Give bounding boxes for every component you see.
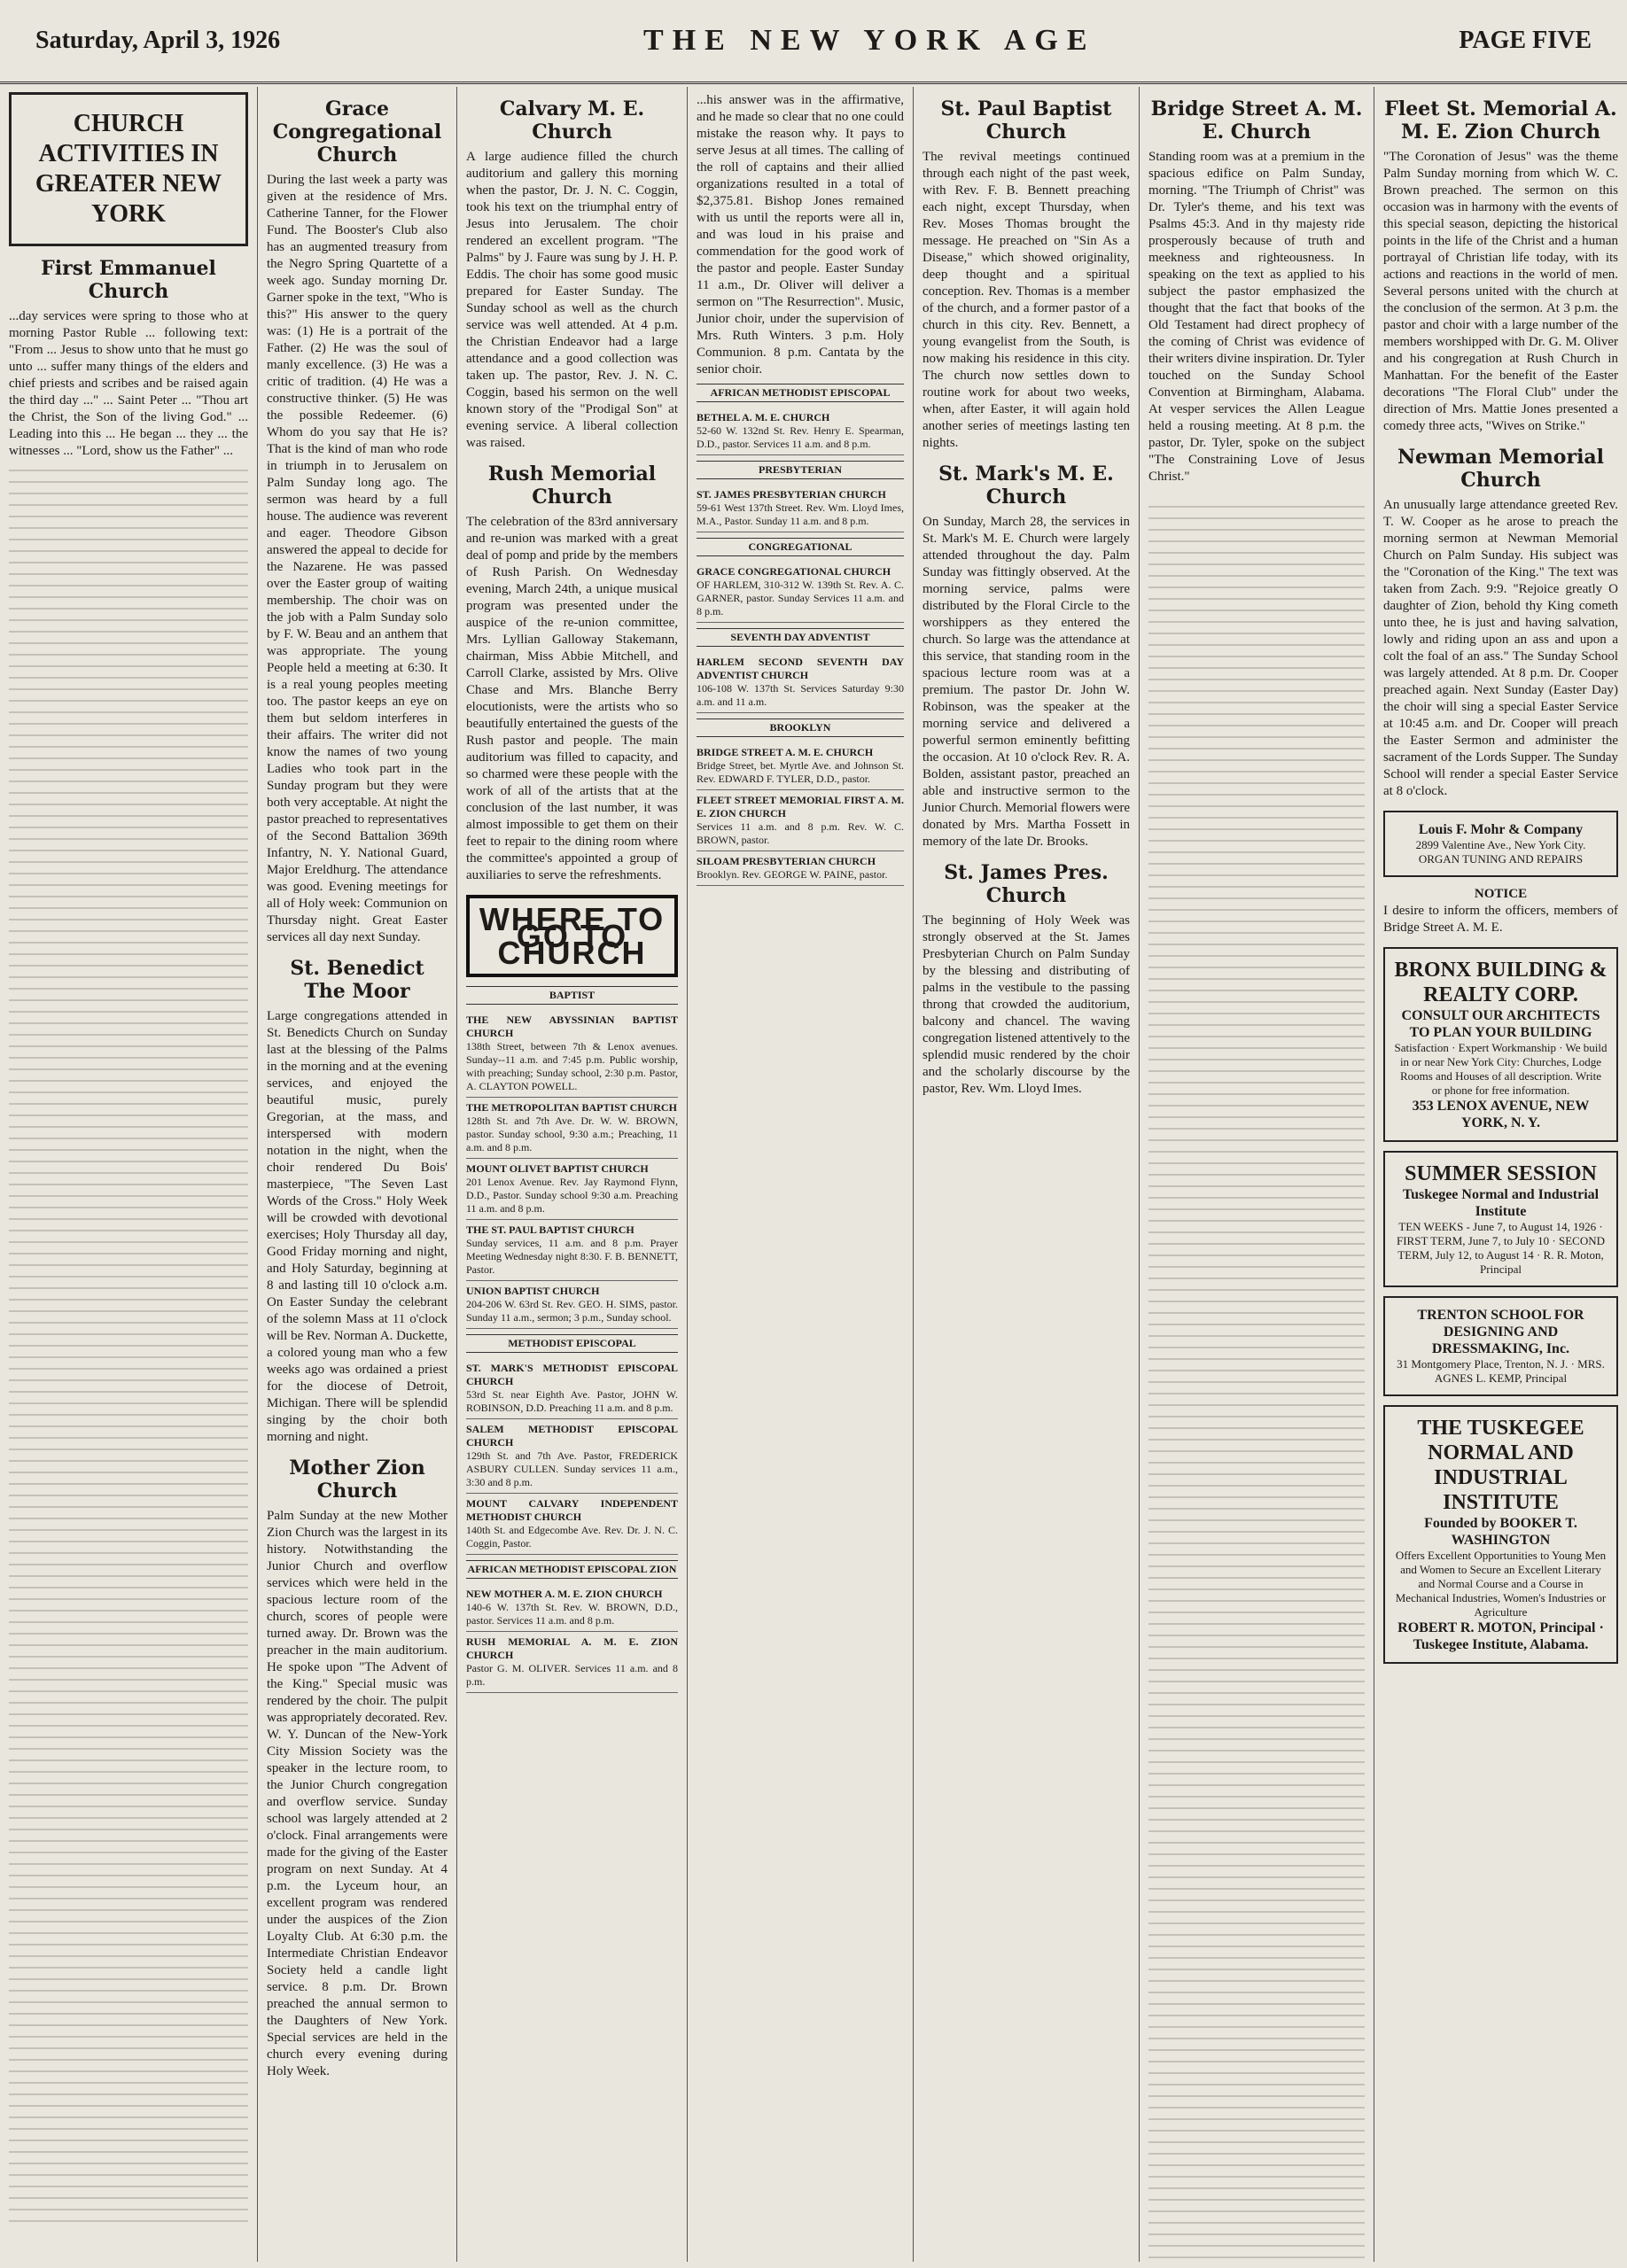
directory-listing	[697, 562, 904, 623]
article-st-james	[922, 861, 1130, 1098]
masthead-date: Saturday, April 3, 1926	[35, 27, 281, 54]
listing-text: 52-60 W. 132nd St. Rev. Henry E. Spearman, D.D., pastor. Services 11 a.m. and 8 p.m.	[697, 424, 904, 450]
listing-name: ST. MARK'S METHODIST EPISCOPAL CHURCH	[466, 1362, 678, 1387]
directory-category: AFRICAN METHODIST EPISCOPAL	[697, 384, 904, 402]
directory-listing	[466, 1159, 678, 1220]
directory-listing	[466, 1584, 678, 1632]
listing-text: 106-108 W. 137th St. Services Saturday 9:30 a.m. and 11 a.m.	[697, 682, 904, 708]
ad-summer-title: SUMMER SESSION	[1405, 1162, 1597, 1185]
article-st-paul	[922, 97, 1130, 452]
column-6	[1139, 87, 1374, 2262]
column-3	[456, 87, 687, 2262]
listing-text: 59-61 West 137th Street. Rev. Wm. Lloyd Imes, M.A., Pastor. Sunday 11 a.m. and 8 p.m.	[697, 501, 904, 527]
article-st-benedict	[267, 957, 448, 1446]
listing-name: THE ST. PAUL BAPTIST CHURCH	[466, 1223, 634, 1236]
article-title-st-benedict: St. Benedict The Moor	[290, 957, 424, 1003]
listing-text: 129th St. and 7th Ave. Pastor, FREDERICK ASBURY CULLEN. Sunday services 11 a.m., 3:30 and 8 p.m.	[466, 1449, 678, 1488]
ad-tuskegee-title: THE TUSKEGEE NORMAL AND INDUSTRIAL INSTITUTE	[1417, 1417, 1584, 1514]
listing-name: FLEET STREET MEMORIAL FIRST A. M. E. ZION CHURCH	[697, 794, 904, 819]
notice-body: I desire to inform the officers, members of Bridge Street A. M. E.	[1383, 904, 1618, 935]
directory-listing	[697, 485, 904, 532]
article-body-st-paul: The revival meetings continued through each night of the past week, with Rev. F. B. Bennett preaching each night, except Thursday, when Rev. Moses Thomas brought the message. He preached on "Sin As a Disease," which showed originality, deep thought and a spiritual conception. Rev. Thomas is a member of the church, and a former pastor of a church in this city. Rev. Bennett, a young evangelist from the South, is now making his residence in this city. The church now settles down to routine work for about two weeks, when, after Easter, it will again hold another series of meetings lasting ten nights.	[922, 150, 1130, 450]
directory-listing	[697, 408, 904, 455]
listing-text: 138th Street, between 7th & Lenox avenues. Sunday--11 a.m. and 7:45 p.m. Public worship, with preaching; Sunday school, 2:30 p.m. Pastor, A. CLAYTON POWELL.	[466, 1040, 678, 1092]
listing-name: BRIDGE STREET A. M. E. CHURCH	[697, 746, 874, 758]
article-title-grace: Grace Congregational Church	[272, 97, 442, 167]
masthead-paper-name: THE NEW YORK AGE	[643, 24, 1096, 57]
listing-text: 204-206 W. 63rd St. Rev. GEO. H. SIMS, pastor. Sunday 11 a.m., sermon; 3 p.m., Sunday school.	[466, 1298, 678, 1324]
article-title-fleet-street: Fleet St. Memorial A. M. E. Zion Church	[1384, 97, 1617, 144]
ad-mohr-text: 2899 Valentine Ave., New York City. ORGAN TUNING AND REPAIRS	[1415, 838, 1586, 866]
article-title-bridge-street: Bridge Street A. M. E. Church	[1150, 97, 1363, 144]
column-4	[687, 87, 913, 2262]
article-body-st-james: The beginning of Holy Week was strongly observed at the St. James Presbyterian Church on Palm Sunday by the blessing and distributing of palms in the vestibule to the passing throng that crowded the auditorium, balcony and chancel. The waving congregation listened attentively to the splendid music rendered by the choir and the scholarly discourse by the pastor, Rev. Wm. Lloyd Imes.	[922, 913, 1130, 1096]
directory-listing	[697, 742, 904, 790]
article-fleet-street	[1383, 97, 1618, 435]
article-title-st-paul: St. Paul Baptist Church	[940, 97, 1112, 144]
article-bridge-street	[1148, 97, 1365, 485]
article-body-st-marks: On Sunday, March 28, the services in St. Mark's M. E. Church were largely attended throughout the day. Palm Sunday was fittingly observed. At the morning service, palms were distributed by the Floral Circle to the worshippers as they entered the church. So large was the attendance at this service, that standing room in the spacious lecture room was at a premium. The pastor Dr. John W. Robinson, was the speaker at the morning service and delivered a powerful sermon eminently befitting the occasion. At 10 o'clock Rev. R. A. Bolden, assistant pastor, preached an able and instructive sermon to the Junior Church. Memorial flowers were donated by Mrs. Martha Fossett in memory of the late Dr. Brooks.	[922, 515, 1130, 849]
directory-listing	[466, 1010, 678, 1098]
ad-bronx-address: 353 LENOX AVENUE, NEW YORK, N. Y.	[1412, 1099, 1590, 1130]
directory-listing	[466, 1419, 678, 1494]
directory-listing	[466, 1098, 678, 1159]
article-title-calvary: Calvary M. E. Church	[499, 97, 645, 144]
section-title: CHURCH ACTIVITIES IN GREATER NEW YORK	[9, 92, 248, 246]
column-texture	[9, 460, 248, 2232]
article-body-newman: An unusually large attendance greeted Rev. T. W. Cooper as he arose to preach the morning sermon at Newman Memorial Church on Palm Sunday. His subject was the "Coronation of the King." The text was taken from Zach. 9:9. "Rejoice greatly O daughter of Zion, behold thy King cometh unto thee, he is just and having salvation, lowly and riding upon an ass and upon a colt the foal of an ass." The Sunday School was largely attended. At 8 p.m. Dr. Cooper preached again. Next Sunday (Easter Day) the choir will sing a special Easter Service at 10:45 a.m. and Dr. Cooper will preach the Easter Sermon and administer the sacrament of the Lords Supper. The Sunday School will render a special Easter Service at 8 o'clock.	[1383, 498, 1618, 798]
listing-text: 201 Lenox Avenue. Rev. Jay Raymond Flynn, D.D., Pastor. Sunday school 9:30 a.m. Preaching 11 a.m. and 8 p.m.	[466, 1176, 678, 1215]
article-body-first-emmanuel: ...day services were spring to those who at morning Pastor Ruble ... following text: "From ... Jesus to show unto that he must go unto ... suffer many things of the elders and chief priests and scribes and be raised again the third day ..." ... Saint Peter ... "Thou art the Christ, the Son of the living God." ... Leading into this ... He began ... they ... the witnesses ... "Lord, show us the Father" ...	[9, 309, 248, 458]
directory-listing	[697, 652, 904, 713]
ad-bronx	[1383, 947, 1618, 1142]
ad-bronx-sub: CONSULT OUR ARCHITECTS TO PLAN YOUR BUILDING	[1401, 1008, 1600, 1040]
listing-name: SILOAM PRESBYTERIAN CHURCH	[697, 855, 876, 867]
article-body-continued: ...his answer was in the affirmative, and he made so clear that no one could mistake the reason why. It pays to serve Jesus at all times. The calling of the roll of captains and their allied organizations resulted in a total of $2,375.81. Bishop Jones remained with us until the reports were all in, and was loud in his praise and commendation for the good work of the pastor and people. Easter Sunday 11 a.m., Dr. Oliver will deliver a sermon on "The Resurrection". Music, Junior choir, under the supervision of Mrs. Ruth Winters. 3 p.m. Holy Communion. 8 p.m. Cantata by the senior choir.	[697, 93, 904, 377]
listing-text: 128th St. and 7th Ave. Dr. W. W. BROWN, pastor. Sunday school, 9:30 a.m.; Preaching, 11 a.m. and 8 p.m.	[466, 1115, 678, 1153]
directory-category: AFRICAN METHODIST EPISCOPAL ZION	[466, 1560, 678, 1579]
directory-category: CONGREGATIONAL	[697, 538, 904, 556]
article-body-fleet-street: "The Coronation of Jesus" was the theme Palm Sunday morning from which W. C. Brown preached. The sermon on this occasion was in harmony with the events of this special season, depicting the historical points in the life of the Christ and a human portrayal of Christian life today, with its actions and reactions in the world of men. Several persons united with the church at the conclusion of the sermon. At 3 p.m. the pastor and choir with a large number of the members worshipped with Dr. G. M. Oliver and his congregation at Rush Church in Manhattan. For the benefit of the Easter decorations "The Floral Club" under the direction of Mrs. Mattie Jones presented a comedy three acts, "Wives on Strike."	[1383, 150, 1618, 433]
listing-text: 53rd St. near Eighth Ave. Pastor, JOHN W. ROBINSON, D.D. Preaching 11 a.m. and 8 p.m.	[466, 1388, 678, 1414]
directory-listing	[466, 1281, 678, 1329]
article-title-first-emmanuel: First Emmanuel Church	[41, 257, 216, 303]
article-title-mother-zion: Mother Zion Church	[289, 1456, 425, 1503]
article-body-mother-zion: Palm Sunday at the new Mother Zion Church was the largest in its history. Notwithstanding the Junior Church and overflow services which were held in the spacious lecture room of the church, scores of people were turned away. Dr. Brown was the preacher in the main auditorium. He spoke upon "The Advent of the King." Special music was rendered by the choir. The pulpit was appropriately decorated. Rev. W. Y. Duncan of the New-York City Mission Society was the speaker in the lecture room, to the Junior Church congregation and overflow service. Sunday school was largely attended at 2 o'clock. Final arrangements were made for the giving of the Easter program on next Sunday. At 4 p.m. the Lyceum hour, an excellent program was rendered under the auspices of the Zion Loyalty Club. At 6:30 p.m. the Intermediate Christian Endeavor Society held a candle light service. 8 p.m. Dr. Brown preached the annual sermon to the Daughters of New York. Special services are held in the church every evening during Holy Week.	[267, 1509, 448, 2078]
directory-category: BROOKLYN	[697, 718, 904, 737]
ad-tuskegee	[1383, 1405, 1618, 1664]
column-7	[1374, 87, 1627, 2262]
article-grace	[267, 97, 448, 946]
listing-text: OF HARLEM, 310-312 W. 139th St. Rev. A. C. GARNER, pastor. Sunday Services 11 a.m. and 8 p.m.	[697, 579, 904, 617]
notice	[1383, 886, 1618, 936]
church-directory-left	[466, 986, 678, 1693]
listing-text: 140-6 W. 137th St. Rev. W. BROWN, D.D., pastor. Services 11 a.m. and 8 p.m.	[466, 1601, 678, 1627]
article-rush	[466, 462, 678, 884]
listing-text: Sunday services, 11 a.m. and 8 p.m. Prayer Meeting Wednesday night 8:30. F. B. BENNETT, Pastor.	[466, 1237, 678, 1276]
directory-listing	[697, 790, 904, 851]
article-body-bridge-street: Standing room was at a premium in the spacious edifice on Palm Sunday, morning. "The Triumph of Christ" was Dr. Tyler's theme, and his text was Psalms 45:3. And in thy majesty ride prosperously because of truth and meekness and righteousness. In speaking on the text as applied to his subject the pastor emphasized the thought that the fact that books of the Old Testament had direct prophecy of the coming of Christ was evidence of their writers divine inspiration. Dr. Tyler touched on the Sunday School Convention at Birmingham, Alabama. At vesper services the Allen League held a rousing meeting. At 8 p.m. the pastor, Dr. Tyler, spoke on the subject "The Constraining Love of Jesus Christ."	[1148, 150, 1365, 484]
column-5	[913, 87, 1139, 2262]
listing-name: THE METROPOLITAN BAPTIST CHURCH	[466, 1101, 677, 1114]
ad-mohr-title: Louis F. Mohr & Company	[1418, 822, 1584, 837]
article-body-calvary: A large audience filled the church auditorium and gallery this morning when the pastor, Dr. J. N. C. Coggin, took his text on the triumphal entry of Jesus into Jerusalem. The choir rendered an excellent program. "The Palms" by J. Faure was sung by J. H. P. Eddis. The choir has some good music prepared for Easter Sunday. The Sunday school as well as the church service was well attended. At 4 p.m. the Christian Endeavor had a large attendance and a good collection was taken up. The pastor, Rev. J. N. C. Coggin, based his sermon on the well known story of the "Prodigal Son" at evening service. A liberal collection was raised.	[466, 150, 678, 450]
directory-listing	[466, 1220, 678, 1281]
article-title-st-marks: St. Mark's M. E. Church	[938, 462, 1114, 509]
article-body-st-benedict: Large congregations attended in St. Benedicts Church on Sunday last at the blessing of the Palms in the morning and at the evening services, and enjoyed the beautiful music, purely Gregorian, at the mass, and interspersed with modern notation in the night, when the choir rendered Du Bois' masterpiece, "The Seven Last Words of the Cross." Holy Week will be crowded with devotional exercises; Holy Thursday all day, Good Friday morning and night, and Holy Saturday, beginning at 8 and lasting till 10 o'clock a.m. On Easter Sunday the celebrant of the solemn Mass at 11 o'clock will be Rev. Norman A. Duckette, a colored young man who a few weeks ago was ordained a priest for the diocese of Detroit, Michigan. There will be splendid singing by the choir both morning and night.	[267, 1009, 448, 1444]
ad-tuskegee-text: Offers Excellent Opportunities to Young Men and Women to Secure an Excellent Literary and Normal Course and a Course in Mechanical Industries, Women's Industries or Agriculture	[1395, 1549, 1607, 1619]
directory-listing	[466, 1632, 678, 1693]
listing-text: Pastor G. M. OLIVER. Services 11 a.m. and 8 p.m.	[466, 1662, 678, 1688]
ad-trenton-title: TRENTON SCHOOL FOR DESIGNING AND DRESSMAKING, Inc.	[1417, 1308, 1584, 1356]
ad-trenton-text: 31 Montgomery Place, Trenton, N. J. · MRS. AGNES L. KEMP, Principal	[1397, 1357, 1605, 1385]
listing-name: HARLEM SECOND SEVENTH DAY ADVENTIST CHURCH	[697, 656, 904, 681]
notice-title: NOTICE	[1474, 887, 1528, 901]
directory-category: SEVENTH DAY ADVENTIST	[697, 628, 904, 647]
masthead	[0, 0, 1627, 84]
directory-listing	[697, 851, 904, 886]
ad-trenton	[1383, 1296, 1618, 1396]
listing-text: Bridge Street, bet. Myrtle Ave. and Johnson St. Rev. EDWARD F. TYLER, D.D., pastor.	[697, 759, 904, 785]
ad-tuskegee-footer: ROBERT R. MOTON, Principal · Tuskegee Institute, Alabama.	[1397, 1620, 1604, 1652]
ad-mohr	[1383, 811, 1618, 877]
ad-summer-sub: Tuskegee Normal and Industrial Institute	[1402, 1187, 1600, 1219]
masthead-page-number: PAGE FIVE	[1459, 27, 1592, 54]
article-body-grace: During the last week a party was given at the residence of Mrs. Catherine Tanner, for the Flower Fund. The Booster's Club also has an augmented treasury from the Negro Spring Quartette of a week ago. Sunday morning Dr. Garner spoke in the text, "Who is this?" His answer to the query was: (1) He is a portrait of the Father. (2) He was the soul of manly excellence. (3) He was a critic of tradition. (4) He was a constructive thinker. (5) He was the possible Redeemer. (6) Whom do you say that He is? That is the kind of man who rode in triumph in to Jerusalem on Palm Sunday long ago. The sermon was heard by a full house. The audience was reverent and eager. Theodore Gibson answered the appeal to decide for the Nazarene. He was passed over the Easter group of waiting membership. The choir was on the job with a Palm Sunday solo by F. W. Beau and an anthem that was appropriate. The young People held a meeting at 6:30. It is a real young peoples meeting too. The pastor keeps an eye on them but seldom interferes in their affairs. The writer did not know the names of two young Ladies who took part in the Sunday program but they were both very acceptable. At night the pastor preached to representatives of the Second Battalion 369th Infantry, N. Y. National Guard, Major Ereldhurg. The attendance was good. Evening meetings for all of Holy week: Communion on Thursday night. Great Easter services all day next Sunday.	[267, 173, 448, 944]
directory-listing	[466, 1358, 678, 1419]
article-newman	[1383, 446, 1618, 800]
listing-text: 140th St. and Edgecombe Ave. Rev. Dr. J. N. C. Coggin, Pastor.	[466, 1524, 678, 1550]
article-st-marks	[922, 462, 1130, 850]
article-title-rush: Rush Memorial Church	[487, 462, 657, 509]
ad-bronx-text: Satisfaction · Expert Workmanship · We build in or near New York City: Churches, Lodge Rooms and Houses of all description. Write or phone for free information.	[1394, 1041, 1608, 1097]
listing-name: UNION BAPTIST CHURCH	[466, 1285, 600, 1297]
column-texture	[1148, 496, 1365, 2262]
article-mother-zion	[267, 1456, 448, 2080]
listing-name: SALEM METHODIST EPISCOPAL CHURCH	[466, 1423, 678, 1449]
listing-name: THE NEW ABYSSINIAN BAPTIST CHURCH	[466, 1014, 678, 1039]
listing-name: MOUNT CALVARY INDEPENDENT METHODIST CHURCH	[466, 1497, 678, 1523]
directory-category: PRESBYTERIAN	[697, 461, 904, 479]
directory-category: BAPTIST	[466, 986, 678, 1005]
listing-text: Services 11 a.m. and 8 p.m. Rev. W. C. BROWN, pastor.	[697, 820, 904, 846]
listing-name: NEW MOTHER A. M. E. ZION CHURCH	[466, 1588, 663, 1600]
article-title-newman: Newman Memorial Church	[1397, 446, 1605, 492]
church-directory-right	[697, 384, 904, 886]
directory-category: METHODIST EPISCOPAL	[466, 1334, 678, 1353]
article-title-st-james: St. James Pres. Church	[944, 861, 1109, 907]
listing-text: Brooklyn. Rev. GEORGE W. PAINE, pastor.	[697, 868, 888, 881]
ad-summer-text: TEN WEEKS - June 7, to August 14, 1926 · FIRST TERM, June 7, to July 10 · SECOND TERM, July 12, to August 14 · R. R. Moton, Principal	[1397, 1220, 1605, 1276]
listing-name: MOUNT OLIVET BAPTIST CHURCH	[466, 1162, 649, 1175]
ad-summer-session	[1383, 1151, 1618, 1287]
ad-bronx-title: BRONX BUILDING & REALTY CORP.	[1394, 959, 1608, 1006]
listing-name: BETHEL A. M. E. CHURCH	[697, 411, 830, 423]
article-calvary	[466, 97, 678, 452]
column-1	[0, 87, 257, 2262]
listing-name: ST. JAMES PRESBYTERIAN CHURCH	[697, 488, 886, 501]
ad-tuskegee-sub: Founded by BOOKER T. WASHINGTON	[1424, 1516, 1577, 1548]
listing-name: RUSH MEMORIAL A. M. E. ZION CHURCH	[466, 1635, 678, 1661]
where-to-go-heading: WHERE TO GO TO CHURCH	[466, 895, 678, 977]
article-body-rush: The celebration of the 83rd anniversary and re-union was marked with a great deal of pomp and pride by the members of Rush Parish. On Wednesday evening, March 24th, a unique musical program was presented under the auspice of the re-union committee, Mrs. Lyllian Galloway Stakemann, chairman, Miss Abbie Mitchell, and Carroll Clarke, assisted by Mrs. Olive Chase and Mrs. Blanche Berry elocutionists, were the artists who so beautifully entertained the guests of the Rush pastor and people. The main auditorium was filled to capacity, and so charmed were these people with the work of all of the artists that at the conclusion of the last number, it was almost impossible to get them on their feet to repair to the dining room where the committee's appointed a group of auxiliaries to serve the refreshments.	[466, 515, 678, 882]
directory-listing	[466, 1494, 678, 1555]
column-2	[257, 87, 456, 2262]
listing-name: GRACE CONGREGATIONAL CHURCH	[697, 565, 891, 578]
